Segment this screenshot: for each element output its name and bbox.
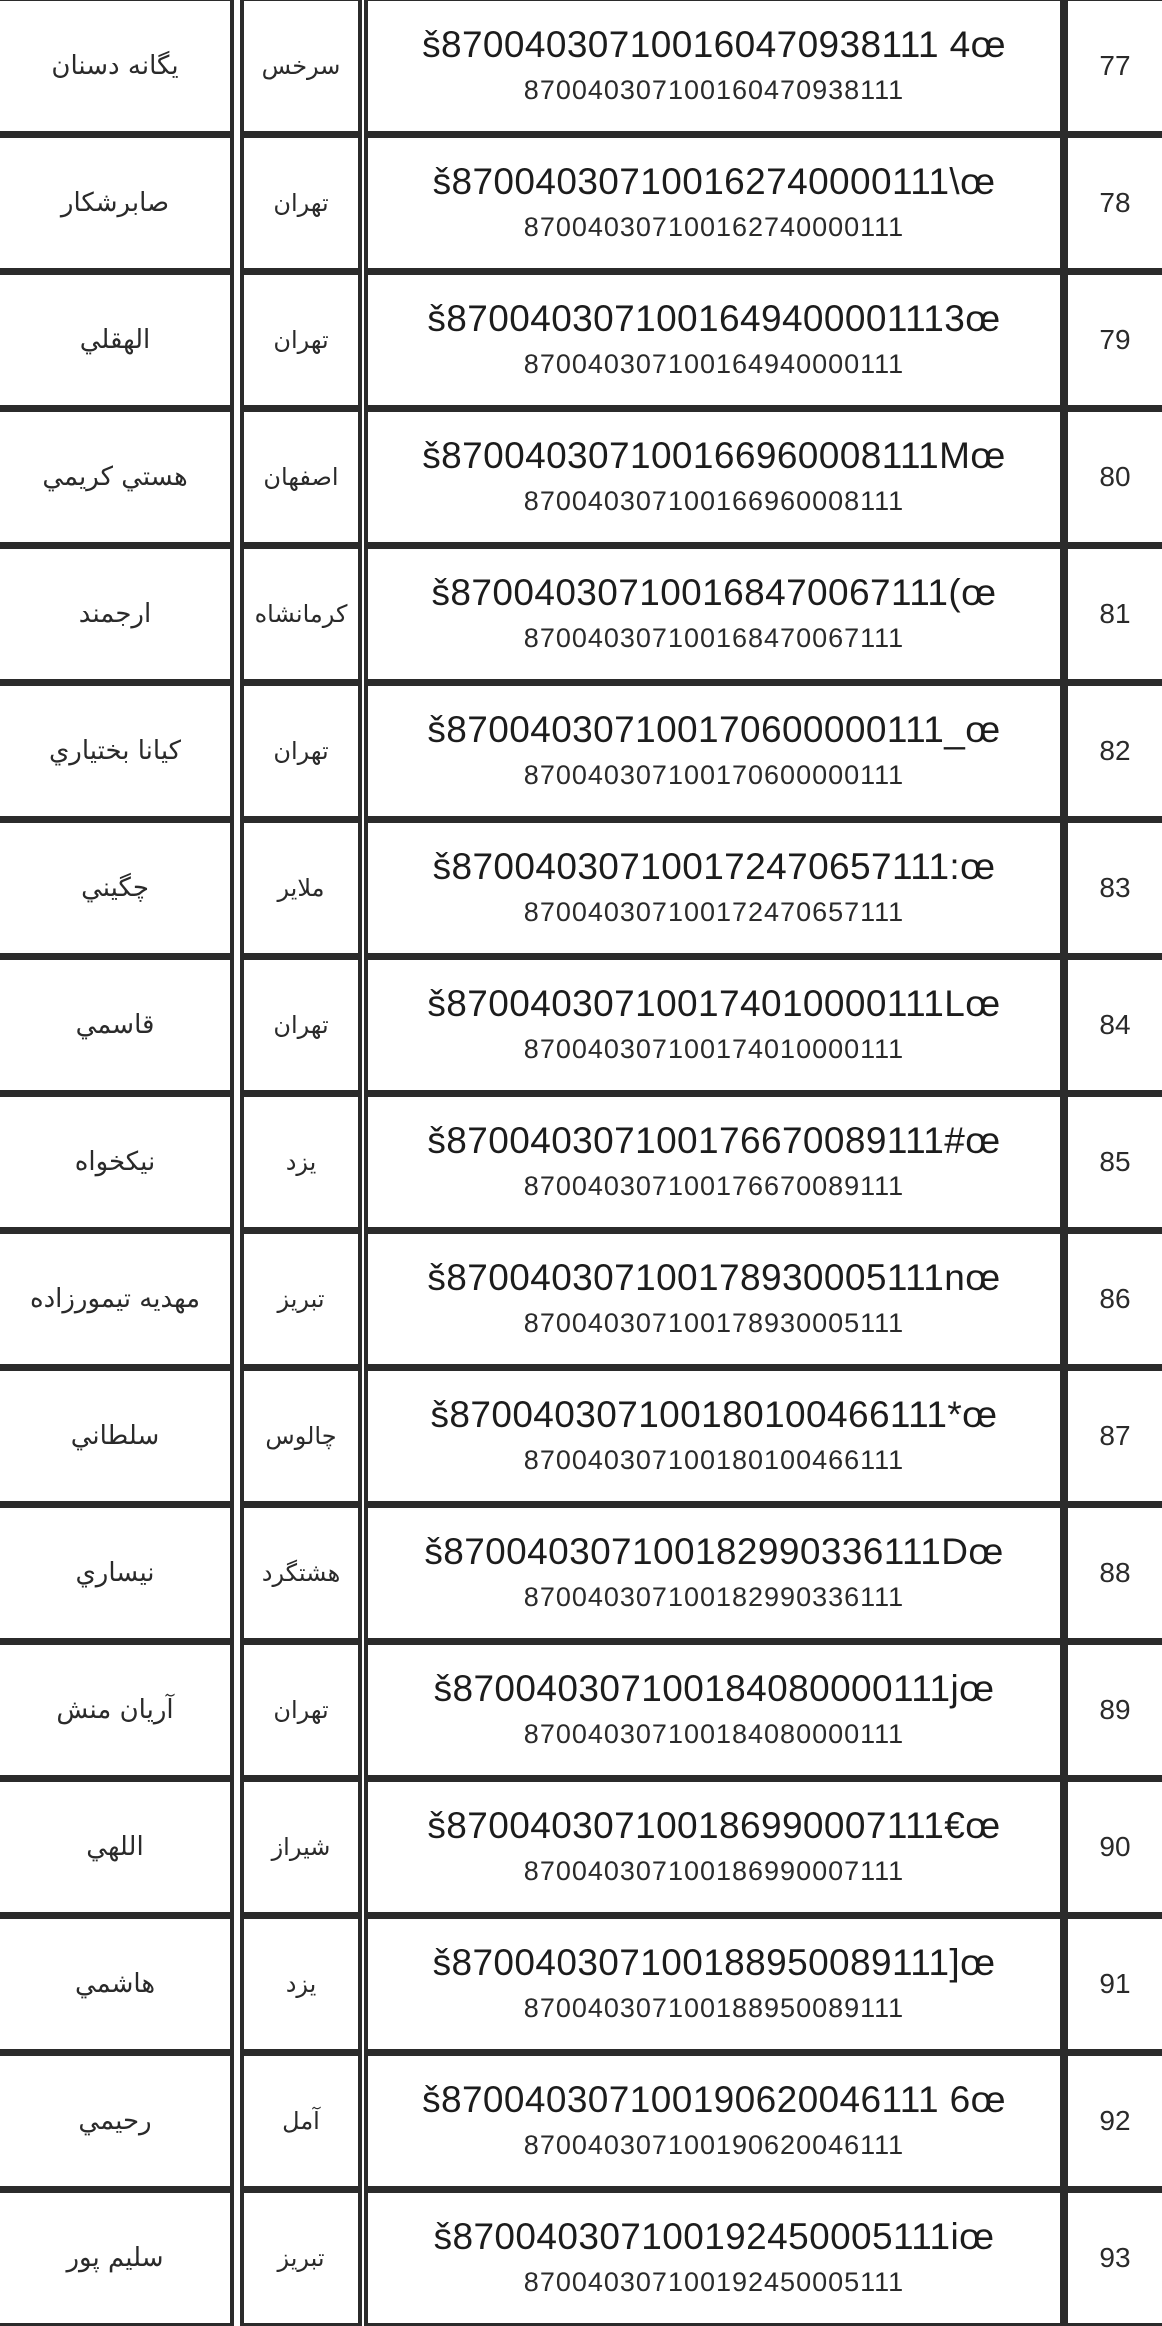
tracking-number: 870040307100174010000111 xyxy=(523,1033,905,1064)
recipient-name: كيانا بختياري xyxy=(48,736,182,766)
row-number: 91 xyxy=(1099,1968,1131,1999)
row-number: 81 xyxy=(1099,598,1131,629)
table-row xyxy=(0,134,1162,271)
row-number-cell xyxy=(1064,1915,1162,2052)
row-number: 78 xyxy=(1099,187,1131,218)
city: تهران xyxy=(273,326,329,354)
tracking-number: 870040307100190620046111 xyxy=(523,2129,905,2160)
recipient-name-cell xyxy=(0,545,234,682)
recipient-name: صابرشكار xyxy=(60,188,170,218)
city: تبريز xyxy=(277,1285,325,1313)
tracking-code-cell xyxy=(364,1641,1064,1778)
tracking-number: 870040307100184080000111 xyxy=(523,1718,905,1749)
tracking-code-cell xyxy=(364,134,1064,271)
row-number-cell xyxy=(1064,0,1162,134)
barcode-encoded-text: š870040307100188950089111]œ xyxy=(432,1942,996,1984)
row-number-cell xyxy=(1064,2052,1162,2189)
city-cell xyxy=(240,271,362,408)
row-number: 84 xyxy=(1099,1009,1131,1040)
table-row xyxy=(0,271,1162,408)
recipient-name: نيساري xyxy=(75,1558,155,1588)
tracking-code-cell xyxy=(364,1093,1064,1230)
tracking-number: 870040307100186990007111 xyxy=(523,1855,905,1886)
row-number-cell xyxy=(1064,408,1162,545)
tracking-code-cell xyxy=(364,1915,1064,2052)
barcode-encoded-text: š8700403071001649400001113œ xyxy=(427,298,1001,340)
row-number: 80 xyxy=(1099,461,1131,492)
barcode-encoded-text: š870040307100176670089111#œ xyxy=(427,1120,1001,1162)
row-number-cell xyxy=(1064,134,1162,271)
row-number: 90 xyxy=(1099,1831,1131,1862)
row-number: 85 xyxy=(1099,1146,1131,1177)
recipient-name: مهديه تيمورزاده xyxy=(29,1284,201,1314)
city-cell xyxy=(240,408,362,545)
city: سرخس xyxy=(261,52,341,80)
row-number-cell xyxy=(1064,271,1162,408)
city-cell xyxy=(240,1504,362,1641)
barcode-encoded-text: š870040307100160470938111 4œ xyxy=(422,24,1006,66)
row-number: 87 xyxy=(1099,1420,1131,1451)
tracking-code-cell xyxy=(364,1367,1064,1504)
barcode-encoded-text: š870040307100162740000111\œ xyxy=(432,161,996,203)
tracking-number: 870040307100164940000111 xyxy=(523,348,905,379)
city-cell xyxy=(240,1230,362,1367)
barcode-encoded-text: š870040307100182990336111Dœ xyxy=(424,1531,1004,1573)
city-cell xyxy=(240,134,362,271)
barcode-encoded-text: š870040307100192450005111iœ xyxy=(433,2216,995,2258)
recipient-name: الهقلي xyxy=(79,325,151,355)
barcode-encoded-text: š870040307100186990007111€œ xyxy=(427,1805,1001,1847)
city: تهران xyxy=(273,737,329,765)
city: تبريز xyxy=(277,2244,325,2272)
recipient-name: هستي كريمي xyxy=(42,462,188,492)
recipient-name-cell xyxy=(0,819,234,956)
tracking-number: 870040307100160470938111 xyxy=(523,74,905,105)
recipient-name-cell xyxy=(0,134,234,271)
row-number-cell xyxy=(1064,1367,1162,1504)
tracking-number: 870040307100166960008111 xyxy=(523,485,905,516)
table-row xyxy=(0,1641,1162,1778)
tracking-number: 870040307100170600000111 xyxy=(523,759,905,790)
recipient-name: يگانه دسنان xyxy=(51,51,179,81)
table-row xyxy=(0,1093,1162,1230)
row-number-cell xyxy=(1064,2189,1162,2326)
row-number-cell xyxy=(1064,1230,1162,1367)
recipient-name: رحيمي xyxy=(78,2106,152,2136)
tracking-code-cell xyxy=(364,0,1064,134)
city: شيراز xyxy=(271,1833,331,1861)
tracking-number: 870040307100188950089111 xyxy=(523,1992,905,2023)
city-cell xyxy=(240,0,362,134)
row-number-cell xyxy=(1064,1778,1162,1915)
tracking-number: 870040307100182990336111 xyxy=(523,1581,905,1612)
city: آمل xyxy=(282,2107,320,2135)
row-number: 92 xyxy=(1099,2105,1131,2136)
tracking-number: 870040307100178930005111 xyxy=(523,1307,905,1338)
barcode-encoded-text: š870040307100166960008111Mœ xyxy=(422,435,1006,477)
recipient-name-cell xyxy=(0,1778,234,1915)
recipient-name-cell xyxy=(0,408,234,545)
recipient-name-cell xyxy=(0,2052,234,2189)
table-row xyxy=(0,1504,1162,1641)
tracking-code-cell xyxy=(364,408,1064,545)
city-cell xyxy=(240,1915,362,2052)
recipient-name: سلطاني xyxy=(70,1421,160,1451)
row-number-cell xyxy=(1064,819,1162,956)
barcode-encoded-text: š870040307100172470657111:œ xyxy=(432,846,996,888)
recipient-name-cell xyxy=(0,1915,234,2052)
city: اصفهان xyxy=(263,463,339,491)
table-row xyxy=(0,1367,1162,1504)
city-cell xyxy=(240,545,362,682)
city: هشتگرد xyxy=(261,1559,341,1587)
table-row xyxy=(0,2052,1162,2189)
row-number-cell xyxy=(1064,1641,1162,1778)
tracking-code-cell xyxy=(364,545,1064,682)
tracking-code-cell xyxy=(364,271,1064,408)
recipient-name: هاشمي xyxy=(74,1969,156,1999)
city-cell xyxy=(240,1778,362,1915)
city: تهران xyxy=(273,1696,329,1724)
recipient-name-cell xyxy=(0,2189,234,2326)
barcode-encoded-text: š870040307100180100466111*œ xyxy=(430,1394,998,1436)
table-row xyxy=(0,819,1162,956)
city: يزد xyxy=(285,1970,317,1998)
recipient-name: سليم پور xyxy=(66,2243,164,2273)
barcode-encoded-text: š870040307100168470067111(œ xyxy=(431,572,997,614)
row-number: 79 xyxy=(1099,324,1131,355)
recipient-name-cell xyxy=(0,956,234,1093)
recipient-name-cell xyxy=(0,1230,234,1367)
city-cell xyxy=(240,1367,362,1504)
tracking-number: 870040307100162740000111 xyxy=(523,211,905,242)
recipient-name-cell xyxy=(0,1367,234,1504)
tracking-number: 870040307100172470657111 xyxy=(523,896,905,927)
recipient-name: قاسمي xyxy=(75,1010,155,1040)
recipient-name: نيكخواه xyxy=(74,1147,156,1177)
row-number: 77 xyxy=(1099,50,1131,81)
recipient-name: چگيني xyxy=(81,873,149,903)
city-cell xyxy=(240,2189,362,2326)
city-cell xyxy=(240,819,362,956)
recipient-name-cell xyxy=(0,0,234,134)
barcode-encoded-text: š870040307100178930005111nœ xyxy=(427,1257,1001,1299)
tracking-code-cell xyxy=(364,956,1064,1093)
table-row xyxy=(0,1915,1162,2052)
recipient-name-cell xyxy=(0,1504,234,1641)
tracking-code-cell xyxy=(364,2052,1064,2189)
tracking-number: 870040307100176670089111 xyxy=(523,1170,905,1201)
row-number: 93 xyxy=(1099,2242,1131,2273)
recipient-name: اللهي xyxy=(86,1832,144,1862)
barcode-encoded-text: š870040307100170600000111_œ xyxy=(427,709,1001,751)
row-number: 83 xyxy=(1099,872,1131,903)
tracking-number: 870040307100168470067111 xyxy=(523,622,905,653)
city: يزد xyxy=(285,1148,317,1176)
table-row xyxy=(0,1230,1162,1367)
city: كرمانشاه xyxy=(254,600,348,628)
barcode-encoded-text: š870040307100184080000111jœ xyxy=(433,1668,995,1710)
barcode-encoded-text: š870040307100190620046111 6œ xyxy=(422,2079,1006,2121)
table-row xyxy=(0,1778,1162,1915)
table-row xyxy=(0,545,1162,682)
recipient-name-cell xyxy=(0,1641,234,1778)
city: ملاير xyxy=(277,874,325,902)
tracking-number: 870040307100180100466111 xyxy=(523,1444,905,1475)
tracking-code-cell xyxy=(364,1230,1064,1367)
tracking-code-cell xyxy=(364,2189,1064,2326)
recipient-name-cell xyxy=(0,682,234,819)
row-number-cell xyxy=(1064,1093,1162,1230)
row-number: 89 xyxy=(1099,1694,1131,1725)
city-cell xyxy=(240,1093,362,1230)
recipient-name: ارجمند xyxy=(78,599,152,629)
city-cell xyxy=(240,2052,362,2189)
table-row xyxy=(0,408,1162,545)
table-row xyxy=(0,0,1162,134)
city-cell xyxy=(240,1641,362,1778)
tracking-code-cell xyxy=(364,1504,1064,1641)
row-number: 88 xyxy=(1099,1557,1131,1588)
table-row xyxy=(0,682,1162,819)
city: تهران xyxy=(273,189,329,217)
row-number-cell xyxy=(1064,1504,1162,1641)
tracking-code-cell xyxy=(364,682,1064,819)
city: چالوس xyxy=(265,1422,337,1450)
table-row xyxy=(0,956,1162,1093)
city-cell xyxy=(240,682,362,819)
recipient-name-cell xyxy=(0,271,234,408)
row-number-cell xyxy=(1064,956,1162,1093)
city: تهران xyxy=(273,1011,329,1039)
tracking-number: 870040307100192450005111 xyxy=(523,2266,905,2297)
barcode-encoded-text: š870040307100174010000111Lœ xyxy=(427,983,1001,1025)
row-number: 82 xyxy=(1099,735,1131,766)
tracking-code-cell xyxy=(364,819,1064,956)
recipient-name-cell xyxy=(0,1093,234,1230)
city-cell xyxy=(240,956,362,1093)
recipient-name: آريان منش xyxy=(56,1695,174,1725)
table-row xyxy=(0,2189,1162,2326)
row-number-cell xyxy=(1064,682,1162,819)
tracking-code-cell xyxy=(364,1778,1064,1915)
row-number: 86 xyxy=(1099,1283,1131,1314)
row-number-cell xyxy=(1064,545,1162,682)
